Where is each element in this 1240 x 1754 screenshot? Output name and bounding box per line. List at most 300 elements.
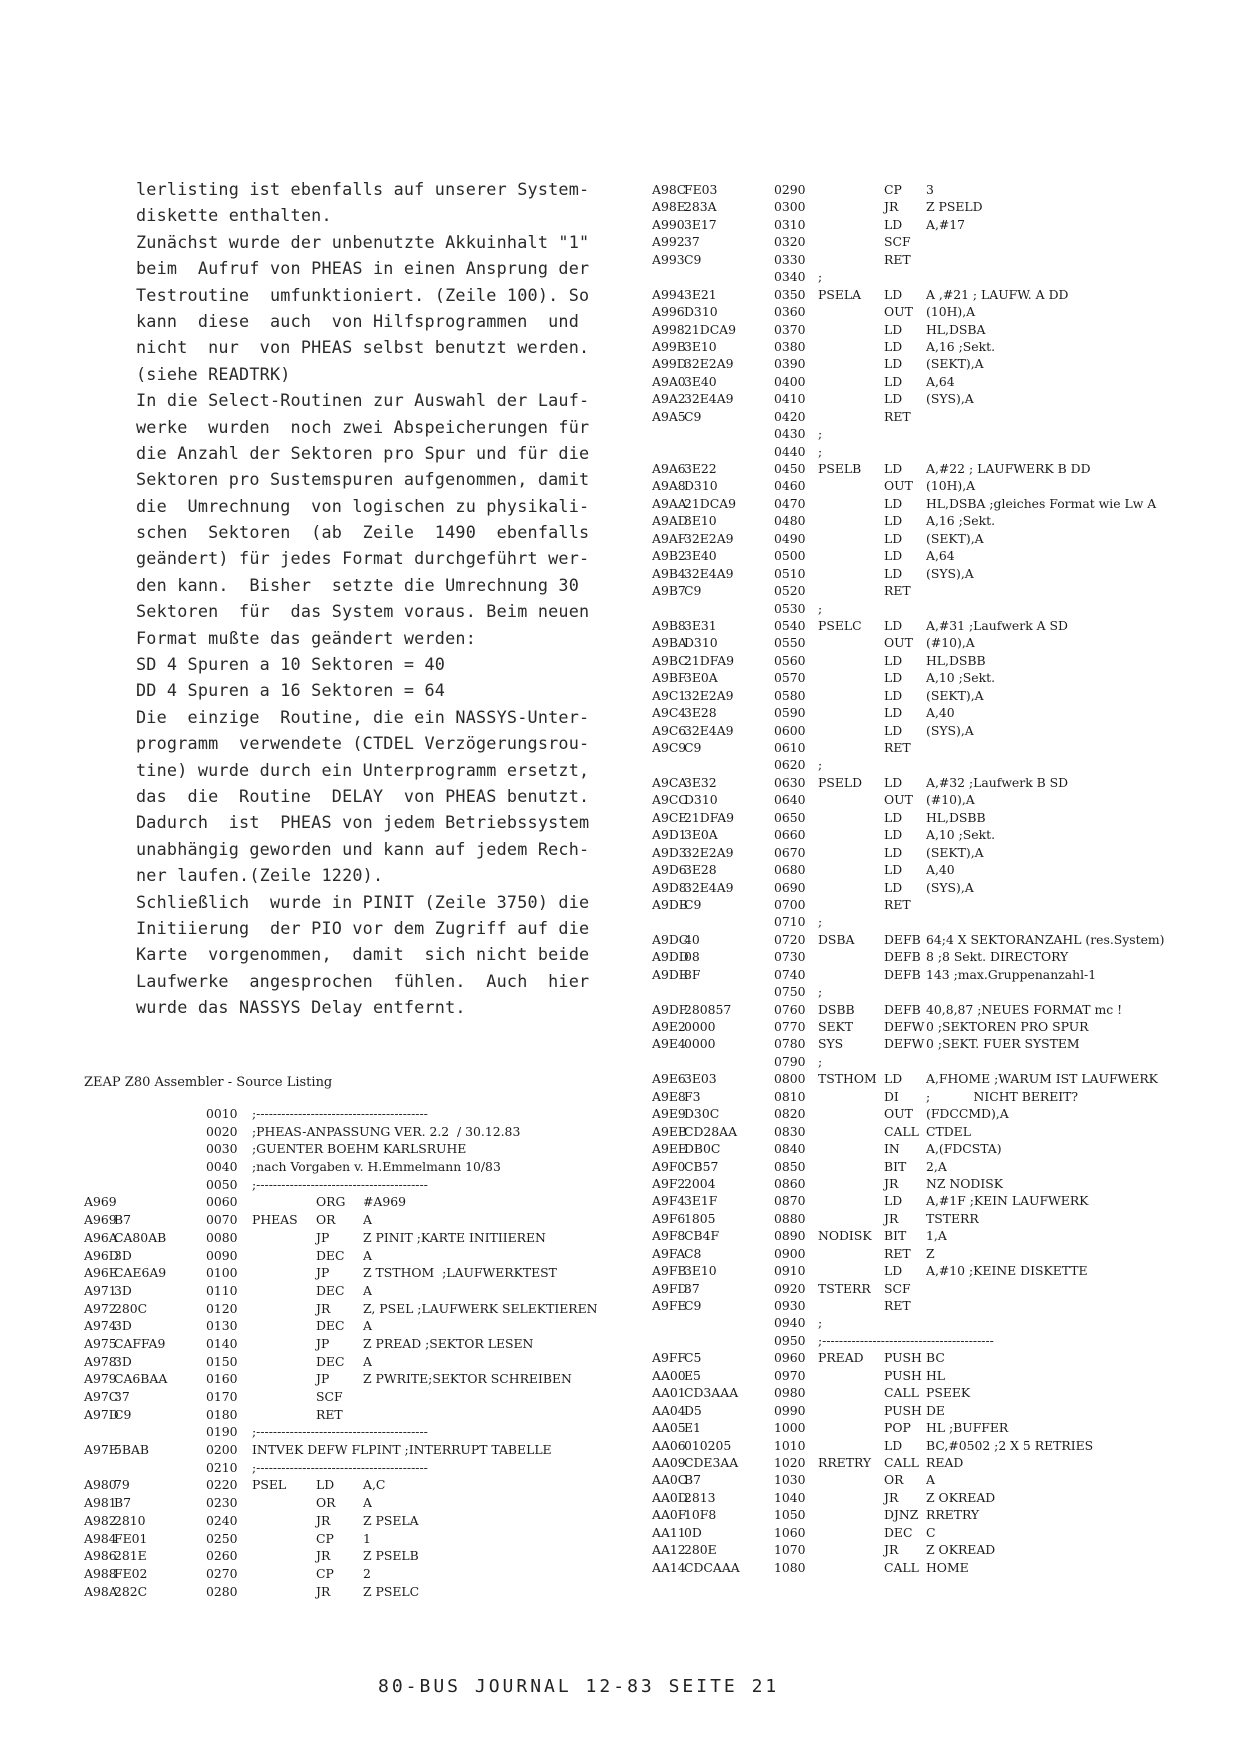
text-line: Sektoren für das System voraus. Beim neuen — [136, 601, 590, 622]
listing-address: A9EB — [652, 1123, 687, 1139]
listing-opcode: DEFW — [884, 1019, 925, 1034]
listing-row — [84, 1424, 624, 1442]
listing-address: A9FD — [652, 1280, 688, 1296]
listing-address: AA12 — [652, 1542, 686, 1558]
listing-hex-code: FE02 — [114, 1565, 148, 1581]
listing-address: A96A — [84, 1229, 118, 1245]
text-line: Format mußte das geändert werden: — [136, 627, 477, 648]
listing-operand: NZ NODISK — [926, 1175, 1003, 1191]
listing-row — [652, 932, 1222, 949]
listing-address: A9A0 — [652, 373, 686, 389]
listing-address: A969 — [84, 1212, 117, 1228]
listing-title: ZEAP Z80 Assembler - Source Listing — [84, 1075, 333, 1090]
listing-operand: Z OKREAD — [926, 1542, 996, 1558]
listing-address: AA11 — [652, 1524, 686, 1540]
listing-row — [652, 1124, 1222, 1141]
listing-line-number: 0620 — [774, 757, 806, 773]
listing-label: ;PHEAS-ANPASSUNG VER. 2.2 / 30.12.83 — [252, 1123, 521, 1139]
listing-line-number: 0520 — [774, 583, 806, 599]
listing-opcode: BIT — [884, 1158, 907, 1174]
listing-opcode: PUSH — [884, 1350, 922, 1366]
text-line: schen Sektoren (ab Zeile 1490 ebenfalls — [136, 522, 590, 543]
listing-row — [652, 182, 1222, 199]
listing-operand: Z PSELC — [363, 1583, 420, 1599]
listing-operand: Z TSTHOM ;LAUFWERKTEST — [363, 1265, 557, 1281]
listing-opcode: JR — [884, 1542, 899, 1558]
listing-opcode: CALL — [884, 1454, 919, 1470]
listing-line-number: 0400 — [774, 373, 806, 389]
listing-opcode: LD — [884, 356, 903, 372]
listing-label: ;GUENTER BOEHM KARLSRUHE — [252, 1141, 467, 1157]
text-line: tine) wurde durch ein Unterprogramm ersetzt, — [136, 759, 590, 780]
listing-hex-code: 2004 — [684, 1175, 716, 1191]
listing-operand: #A969 — [363, 1194, 406, 1210]
listing-row — [84, 1301, 624, 1319]
listing-opcode: LD — [884, 705, 903, 721]
listing-operand: BC — [926, 1350, 945, 1366]
listing-line-number: 0650 — [774, 809, 806, 825]
listing-row — [652, 566, 1222, 583]
listing-hex-code: CAE6A9 — [114, 1265, 167, 1281]
text-line: DD 4 Spuren a 16 Sektoren = 64 — [136, 680, 446, 701]
listing-hex-code: D310 — [684, 304, 718, 320]
listing-address: A99B — [652, 338, 686, 354]
listing-address: A9C6 — [652, 722, 687, 738]
listing-operand: BC,#0502 ;2 X 5 RETRIES — [926, 1437, 1094, 1453]
listing-hex-code: D310 — [684, 635, 718, 651]
listing-opcode: JR — [316, 1548, 331, 1564]
listing-line-number: 0110 — [206, 1282, 238, 1298]
listing-hex-code: 08 — [684, 949, 700, 965]
listing-address: A98C — [652, 182, 687, 197]
listing-line-number: 0130 — [206, 1318, 238, 1334]
listing-address: A979 — [84, 1371, 117, 1387]
listing-line-number: 0930 — [774, 1298, 806, 1313]
listing-line-number: 0200 — [206, 1442, 238, 1458]
listing-line-number: 0370 — [774, 321, 806, 337]
listing-line-number: 0890 — [774, 1228, 806, 1244]
listing-operand: A,C — [363, 1477, 386, 1493]
text-line: lerlisting ist ebenfalls auf unserer System- — [136, 179, 590, 199]
listing-address: A97D — [84, 1406, 119, 1422]
listing-address: A978 — [84, 1353, 117, 1369]
listing-line-number: 0630 — [774, 774, 806, 790]
listing-line-number: 0180 — [206, 1406, 238, 1422]
listing-line-number: 0070 — [206, 1212, 238, 1228]
listing-hex-code: 32E2A9 — [684, 687, 734, 703]
listing-address: A9A8 — [652, 478, 686, 494]
listing-opcode: RET — [884, 740, 911, 755]
listing-line-number: 0010 — [206, 1106, 238, 1121]
listing-hex-code: 32E4A9 — [684, 565, 734, 581]
listing-row — [652, 304, 1222, 321]
listing-row — [84, 1354, 624, 1372]
listing-line-number: 0390 — [774, 356, 806, 372]
listing-operand: A,64 — [926, 373, 955, 389]
listing-line-number: 0690 — [774, 879, 806, 895]
listing-address: A969 — [84, 1194, 117, 1210]
listing-row — [652, 967, 1222, 984]
listing-opcode: LD — [884, 670, 903, 686]
listing-operand: A,#10 ;KEINE DISKETTE — [926, 1263, 1088, 1279]
text-line: Initiierung der PIO vor dem Zugriff auf die — [136, 917, 590, 938]
listing-row — [652, 635, 1222, 652]
listing-address: A992 — [652, 234, 685, 250]
listing-address: A97C — [84, 1389, 119, 1404]
listing-opcode: SCF — [316, 1389, 343, 1404]
listing-address: A984 — [84, 1530, 117, 1546]
listing-line-number: 0230 — [206, 1495, 238, 1511]
listing-row — [652, 1263, 1222, 1280]
listing-address: A994 — [652, 286, 685, 302]
listing-hex-code: 8F — [684, 966, 701, 982]
text-line: wurde das NASSYS Delay entfernt. — [136, 997, 466, 1018]
listing-hex-code: CDCAAA — [684, 1559, 740, 1575]
listing-operand: A,10 ;Sekt. — [926, 670, 996, 686]
listing-row — [652, 339, 1222, 356]
listing-hex-code: 3E31 — [684, 617, 717, 633]
listing-hex-code: 32E4A9 — [684, 722, 734, 738]
listing-row — [652, 1211, 1222, 1228]
listing-hex-code: FE03 — [684, 182, 718, 197]
listing-opcode: OUT — [884, 478, 913, 494]
listing-row — [652, 1560, 1222, 1577]
listing-row — [84, 1212, 624, 1230]
listing-address: A982 — [84, 1512, 117, 1528]
listing-hex-code: 280E — [684, 1542, 717, 1558]
listing-label: PHEAS — [252, 1212, 298, 1228]
listing-opcode: DEC — [316, 1247, 345, 1263]
listing-operand: A,#32 ;Laufwerk B SD — [926, 774, 1069, 790]
text-line: die Umrechnung von logischen zu physikali- — [136, 495, 590, 516]
listing-opcode: RET — [884, 1245, 911, 1261]
listing-row — [84, 1159, 624, 1177]
listing-address: A9E8 — [652, 1088, 686, 1104]
listing-opcode: OUT — [884, 304, 913, 320]
listing-row — [652, 252, 1222, 269]
listing-address: A9EE — [652, 1141, 687, 1157]
listing-address: A9DE — [652, 966, 688, 982]
listing-line-number: 0140 — [206, 1335, 238, 1351]
listing-row — [652, 217, 1222, 234]
listing-line-number: 0220 — [206, 1477, 238, 1493]
listing-row — [652, 1420, 1222, 1437]
listing-address: A9E9 — [652, 1106, 686, 1122]
listing-address: A975 — [84, 1335, 117, 1351]
listing-hex-code: DB0C — [684, 1141, 721, 1157]
listing-opcode: LD — [884, 722, 903, 738]
listing-hex-code: 3E03 — [684, 1071, 717, 1087]
listing-row — [652, 618, 1222, 635]
listing-hex-code: 32E2A9 — [684, 530, 734, 546]
listing-operand: (10H),A — [926, 478, 976, 494]
listing-opcode: RET — [884, 1298, 911, 1313]
listing-operand: Z PSELB — [363, 1548, 419, 1564]
listing-line-number: 0030 — [206, 1141, 238, 1157]
listing-row — [652, 862, 1222, 879]
listing-hex-code: C9 — [684, 251, 702, 267]
listing-line-number: 0480 — [774, 513, 806, 529]
listing-operand: 1 — [363, 1530, 371, 1546]
listing-line-number: 0950 — [774, 1332, 806, 1348]
listing-hex-code: D310 — [684, 792, 718, 808]
listing-line-number: 0150 — [206, 1353, 238, 1369]
listing-line-number: 0860 — [774, 1175, 806, 1191]
listing-row — [652, 1455, 1222, 1472]
listing-hex-code: 3E32 — [684, 774, 717, 790]
listing-operand: (SYS),A — [926, 391, 974, 407]
listing-address: A9CE — [652, 809, 688, 825]
listing-address: A981 — [84, 1495, 117, 1511]
listing-address: A9C1 — [652, 687, 687, 703]
listing-operand: Z PWRITE;SEKTOR SCHREIBEN — [363, 1371, 572, 1387]
listing-line-number: 0750 — [774, 984, 806, 1000]
text-line: Die einzige Routine, die ein NASSYS-Unter- — [136, 706, 590, 727]
listing-row — [652, 688, 1222, 705]
listing-line-number: 1080 — [774, 1559, 806, 1575]
listing-hex-code: 282C — [114, 1583, 148, 1599]
listing-operand: 0 ;SEKTOREN PRO SPUR — [926, 1019, 1089, 1034]
text-line: ner laufen.(Zeile 1220). — [136, 865, 384, 886]
listing-operand: 40,8,87 ;NEUES FORMAT mc ! — [926, 1001, 1123, 1017]
listing-hex-code: E5 — [684, 1367, 701, 1383]
listing-address: A993 — [652, 251, 685, 267]
listing-hex-code: CDE3AA — [684, 1454, 739, 1470]
listing-operand: (#10),A — [926, 635, 975, 651]
listing-opcode: SCF — [884, 1280, 911, 1296]
listing-line-number: 0440 — [774, 443, 806, 459]
listing-line-number: 0800 — [774, 1071, 806, 1087]
listing-operand: (SYS),A — [926, 565, 974, 581]
listing-address: A9FE — [652, 1298, 687, 1313]
listing-hex-code: 3E0A — [684, 670, 718, 686]
listing-line-number: 0500 — [774, 548, 806, 564]
listing-hex-code: D5 — [684, 1402, 702, 1418]
listing-row — [652, 1490, 1222, 1507]
listing-row — [84, 1548, 624, 1566]
listing-hex-code: 3E10 — [684, 513, 717, 529]
listing-address: A9F4 — [652, 1193, 686, 1209]
listing-hex-code: 280857 — [684, 1001, 732, 1017]
text-line: Testroutine umfunktioniert. (Zeile 100). So — [136, 284, 590, 305]
listing-operand: (SEKT),A — [926, 687, 984, 703]
text-line: programm verwendete (CTDEL Verzögerungsrou- — [136, 733, 590, 754]
listing-line-number: 0720 — [774, 931, 806, 947]
listing-opcode: LD — [884, 774, 903, 790]
listing-line-number: 0050 — [206, 1176, 238, 1192]
listing-row — [652, 775, 1222, 792]
listing-line-number: 0830 — [774, 1123, 806, 1139]
listing-label: ; — [818, 443, 823, 459]
listing-operand: HL,DSBB — [926, 652, 986, 668]
listing-row — [84, 1124, 624, 1142]
listing-operand: A,64 — [926, 548, 955, 564]
listing-line-number: 0450 — [774, 461, 806, 476]
listing-opcode: RET — [884, 583, 911, 599]
listing-line-number: 0550 — [774, 635, 806, 651]
source-listing-right — [652, 182, 1222, 1577]
listing-hex-code: CA6BAA — [114, 1371, 168, 1387]
listing-address: A9DF — [652, 1001, 688, 1017]
listing-row — [84, 1177, 624, 1195]
listing-row — [652, 1385, 1222, 1402]
listing-operand: ; NICHT BEREIT? — [926, 1088, 1079, 1104]
listing-address: A98E — [652, 199, 686, 215]
listing-hex-code: 3E40 — [684, 373, 717, 389]
article-text — [136, 176, 608, 1021]
listing-row — [652, 1176, 1222, 1193]
listing-hex-code: 3E17 — [684, 216, 717, 232]
listing-row — [652, 1368, 1222, 1385]
listing-label: PSEL — [252, 1477, 287, 1493]
listing-line-number: 0080 — [206, 1229, 238, 1245]
listing-address: A9BF — [652, 670, 687, 686]
listing-operand: 143 ;max.Gruppenanzahl-1 — [926, 966, 1097, 982]
listing-address: A99D — [652, 356, 687, 372]
listing-line-number: 0560 — [774, 652, 806, 668]
listing-address: A9CC — [652, 792, 688, 808]
listing-operand: A,#17 — [926, 216, 966, 232]
listing-address: A9DC — [652, 931, 689, 947]
listing-address: A988 — [84, 1565, 117, 1581]
listing-address: A9E6 — [652, 1071, 686, 1087]
listing-row — [652, 1089, 1222, 1106]
listing-line-number: 0350 — [774, 286, 806, 302]
listing-line-number: 0840 — [774, 1141, 806, 1157]
text-line: den kann. Bisher setzte die Umrechnung 30 — [136, 574, 580, 595]
listing-hex-code: 2810 — [114, 1512, 146, 1528]
listing-row — [652, 1525, 1222, 1542]
listing-operand: Z PSELD — [926, 199, 983, 215]
listing-address: AA06 — [652, 1437, 686, 1453]
listing-opcode: OR — [316, 1212, 336, 1228]
text-line: nicht nur von PHEAS selbst benutzt werden. — [136, 337, 590, 358]
listing-operand: A — [363, 1212, 372, 1228]
listing-row — [652, 409, 1222, 426]
listing-opcode: IN — [884, 1141, 900, 1157]
listing-address: A98A — [84, 1583, 118, 1599]
listing-hex-code: B7 — [684, 1472, 701, 1488]
listing-address: A9A5 — [652, 408, 686, 424]
listing-operand: A,40 — [926, 705, 955, 721]
listing-operand: RRETRY — [926, 1507, 980, 1523]
listing-operand: 2,A — [926, 1158, 947, 1174]
listing-opcode: OUT — [884, 1106, 913, 1122]
listing-opcode: DEC — [316, 1353, 345, 1369]
listing-row — [652, 1106, 1222, 1123]
listing-operand: (#10),A — [926, 792, 975, 808]
listing-operand: 1,A — [926, 1228, 947, 1244]
listing-line-number: 0780 — [774, 1036, 806, 1052]
listing-row — [652, 513, 1222, 530]
listing-opcode: JP — [316, 1371, 330, 1387]
listing-address: A9B2 — [652, 548, 686, 564]
text-line: geändert) für jedes Format durchgeführt wer- — [136, 548, 590, 569]
listing-opcode: LD — [884, 286, 903, 302]
listing-opcode: RET — [316, 1406, 343, 1422]
listing-opcode: LD — [884, 373, 903, 389]
listing-row — [652, 984, 1222, 1001]
listing-hex-code: 0D — [684, 1524, 702, 1540]
listing-line-number: 0920 — [774, 1280, 806, 1296]
listing-operand: A,FHOME ;WARUM IST LAUFWERK — [926, 1071, 1158, 1087]
listing-opcode: CP — [316, 1565, 334, 1581]
listing-label: ; — [818, 984, 823, 1000]
listing-operand: HL,DSBA — [926, 321, 986, 337]
listing-row — [84, 1318, 624, 1336]
listing-label: ; — [818, 757, 823, 773]
listing-row — [652, 810, 1222, 827]
listing-hex-code: 37 — [684, 1280, 700, 1296]
listing-opcode: DEFB — [884, 949, 921, 965]
listing-line-number: 0090 — [206, 1247, 238, 1263]
listing-line-number: 1060 — [774, 1524, 806, 1540]
listing-hex-code: 3D — [114, 1282, 132, 1298]
listing-row — [84, 1513, 624, 1531]
listing-hex-code: 21DFA9 — [684, 809, 735, 825]
listing-address: A9B4 — [652, 565, 686, 581]
listing-line-number: 0980 — [774, 1385, 806, 1401]
listing-opcode: LD — [884, 321, 903, 337]
listing-address: AA0D — [652, 1489, 688, 1505]
listing-line-number: 1010 — [774, 1437, 806, 1453]
listing-opcode: POP — [884, 1420, 911, 1436]
listing-opcode: JR — [316, 1300, 331, 1316]
listing-row — [652, 1141, 1222, 1158]
listing-opcode: LD — [884, 1263, 903, 1279]
listing-line-number: 0510 — [774, 565, 806, 581]
listing-opcode: LD — [884, 687, 903, 703]
listing-operand: (SEKT),A — [926, 530, 984, 546]
listing-line-number: 0210 — [206, 1459, 238, 1475]
listing-opcode: RET — [884, 408, 911, 424]
listing-line-number: 0960 — [774, 1350, 806, 1366]
listing-hex-code: 2813 — [684, 1489, 716, 1505]
listing-line-number: 0460 — [774, 478, 806, 494]
listing-hex-code: B7 — [114, 1212, 131, 1228]
listing-line-number: 0310 — [774, 216, 806, 232]
listing-line-number: 0700 — [774, 896, 806, 912]
listing-line-number: 0880 — [774, 1210, 806, 1226]
listing-operand: A — [363, 1247, 372, 1263]
listing-operand: DE — [926, 1402, 945, 1418]
listing-line-number: 0020 — [206, 1123, 238, 1139]
listing-address: A9D3 — [652, 844, 687, 860]
listing-line-number: 0740 — [774, 966, 806, 982]
listing-address: A9AA — [652, 495, 687, 511]
listing-hex-code: CB57 — [684, 1158, 719, 1174]
listing-row — [84, 1407, 624, 1425]
listing-opcode: JP — [316, 1229, 330, 1245]
listing-hex-code: 3E28 — [684, 862, 717, 878]
listing-operand: Z PINIT ;KARTE INITIIEREN — [363, 1229, 546, 1245]
listing-row — [652, 391, 1222, 408]
listing-operand: A ,#21 ; LAUFW. A DD — [926, 286, 1069, 302]
listing-hex-code: C8 — [684, 1245, 702, 1261]
listing-line-number: 0910 — [774, 1263, 806, 1279]
listing-opcode: LD — [884, 879, 903, 895]
listing-operand: CTDEL — [926, 1123, 971, 1139]
listing-hex-code: 3E40 — [684, 548, 717, 564]
listing-address: A986 — [84, 1548, 117, 1564]
listing-line-number: 0470 — [774, 495, 806, 511]
listing-hex-code: 32E2A9 — [684, 356, 734, 372]
listing-operand: 0 ;SEKT. FUER SYSTEM — [926, 1036, 1080, 1052]
listing-row — [84, 1495, 624, 1513]
page-footer: 80-BUS JOURNAL 12-83 SEITE 21 — [378, 1676, 780, 1697]
listing-hex-code: 3E28 — [684, 705, 717, 721]
listing-row — [652, 1071, 1222, 1088]
